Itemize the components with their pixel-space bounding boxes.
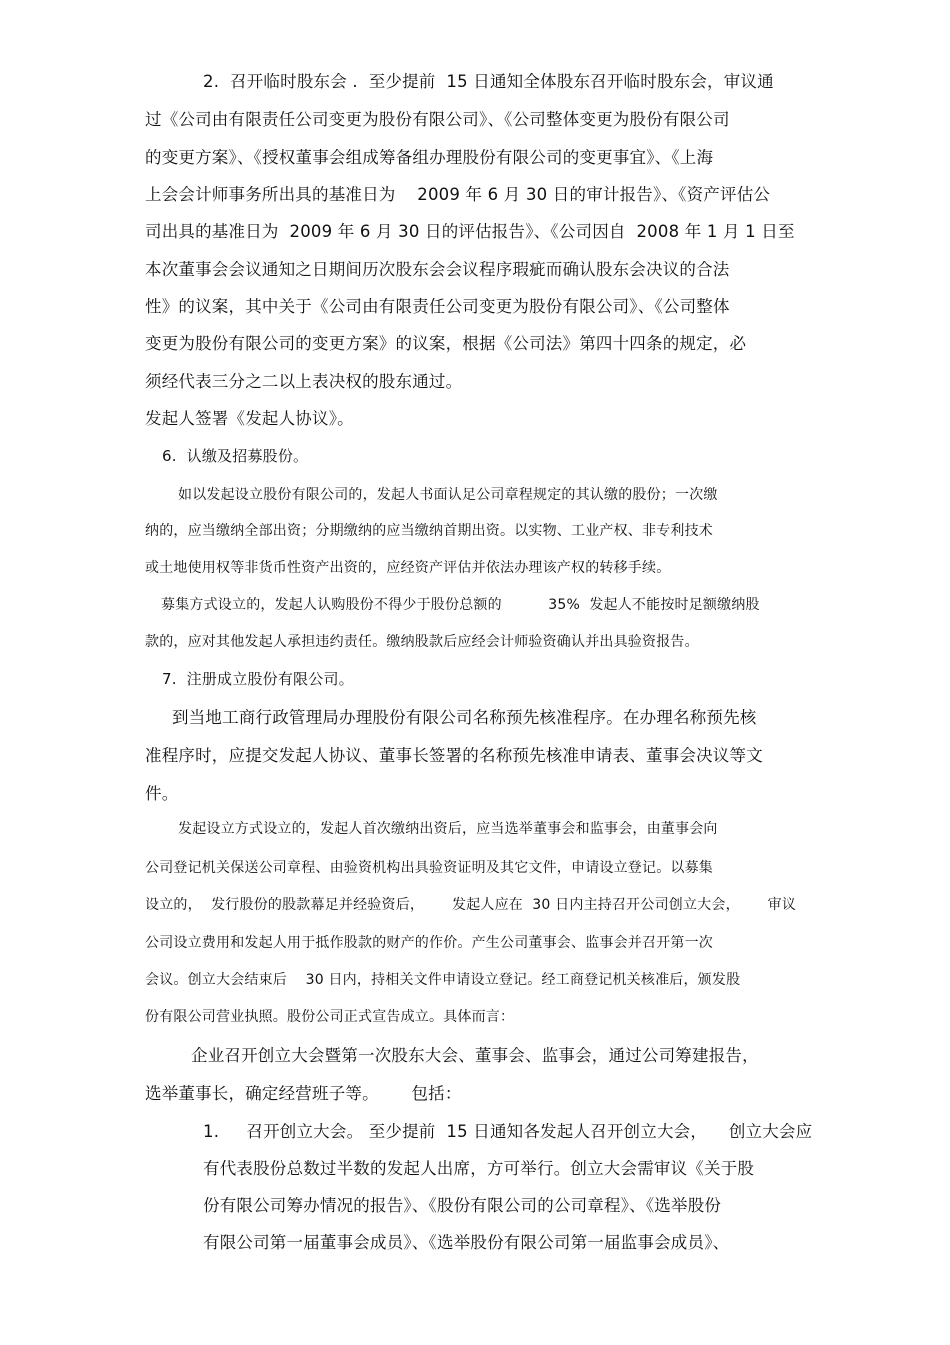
text-line: 发起设立方式设立的，发起人首次缴纳出资后，应当选举董事会和监事会，由董事会向: [178, 821, 718, 837]
text-line: 有代表股份总数过半数的发起人出席，方可举行。创立大会需审议《关于股: [203, 1159, 755, 1178]
text-line: 变更为股份有限公司的变更方案》的议案，根据《公司法》第四十四条的规定，必: [145, 334, 747, 353]
text-line: 过《公司由有限责任公司变更为股份有限公司》、《公司整体变更为股份有限公司: [145, 110, 730, 129]
text-line: 或土地使用权等非货币性资产出资的，应经资产评估并依法办理该产权的转移手续。: [145, 560, 671, 576]
text-line: 上会会计师事务所出具的基准日为 2009 年 6 月 30 日的审计报告》、《资产评估公: [145, 185, 771, 204]
text-line: 如以发起设立股份有限公司的，发起人书面认足公司章程规定的其认缴的股份；一次缴: [178, 487, 718, 503]
text-line: 的变更方案》、《授权董事会组成筹备组办理股份有限公司的变更事宜》、《上海: [145, 148, 714, 167]
text-line: 设立的， 发行股份的股款幕足并经验资后， 发起人应在 30 日内主持召开公司创立大会， 审议: [145, 897, 797, 913]
text-line: 会议。创立大会结束后 30 日内，持相关文件申请设立登记。经工商登记机关核准后，颁发股: [145, 972, 741, 988]
text-line: 款的，应对其他发起人承担违约责任。缴纳股款后应经会计师验资确认并出具验资报告。: [145, 634, 699, 650]
text-line: 纳的，应当缴纳全部出资；分期缴纳的应当缴纳首期出资。以实物、工业产权、非专利技术: [145, 523, 713, 539]
text-line: 公司登记机关保送公司章程、由验资机构出具验资证明及其它文件，申请设立登记。以募集: [145, 860, 713, 876]
text-line: 募集方式设立的，发起人认购股份不得少于股份总额的 35% 发起人不能按时足额缴纳股: [161, 597, 760, 613]
text-line: 2. 召开临时股东会 . 至少提前 15 日通知全体股东召开临时股东会，审议通: [203, 72, 774, 91]
text-line: 准程序时，应提交发起人协议、董事长签署的名称预先核准申请表、董事会决议等文: [145, 746, 763, 765]
text-line: 企业召开创立大会暨第一次股东大会、董事会、监事会，通过公司筹建报告，: [191, 1046, 759, 1065]
text-line: 本次董事会会议通知之日期间历次股东会会议程序瑕疵而确认股东会决议的合法: [145, 260, 730, 279]
section-heading: 7. 注册成立股份有限公司。: [162, 670, 354, 688]
text-line: 须经代表三分之二以上表决权的股东通过。: [145, 372, 463, 391]
section-heading: 6. 认缴及招募股份。: [162, 447, 309, 465]
text-line: 份有限公司筹办情况的报告》、《股份有限公司的公司章程》、《选举股份: [203, 1196, 722, 1215]
text-line: 有限公司第一届董事会成员》、《选举股份有限公司第一届监事会成员》、: [203, 1233, 730, 1252]
text-line: 件。: [145, 784, 179, 803]
text-line: 到当地工商行政管理局办理股份有限公司名称预先核准程序。在办理名称预先核: [172, 708, 757, 727]
text-line: 选举董事长，确定经营班子等。 包括：: [145, 1084, 462, 1103]
text-line: 公司设立费用和发起人用于抵作股款的财产的作价。产生公司董事会、监事会并召开第一次: [145, 935, 713, 951]
text-line: 1. 召开创立大会。 至少提前 15 日通知各发起人召开创立大会， 创立大会应: [203, 1122, 813, 1141]
text-line: 发起人签署《发起人协议》。: [145, 409, 354, 428]
text-line: 份有限公司营业执照。股份公司正式宣告成立。具体而言：: [145, 1009, 515, 1025]
text-line: 司出具的基准日为 2009 年 6 月 30 日的评估报告》、《公司因自 2008 年 1 月 1 日至: [145, 222, 795, 241]
text-line: 性》的议案，其中关于《公司由有限责任公司变更为股份有限公司》、《公司整体: [145, 297, 730, 316]
